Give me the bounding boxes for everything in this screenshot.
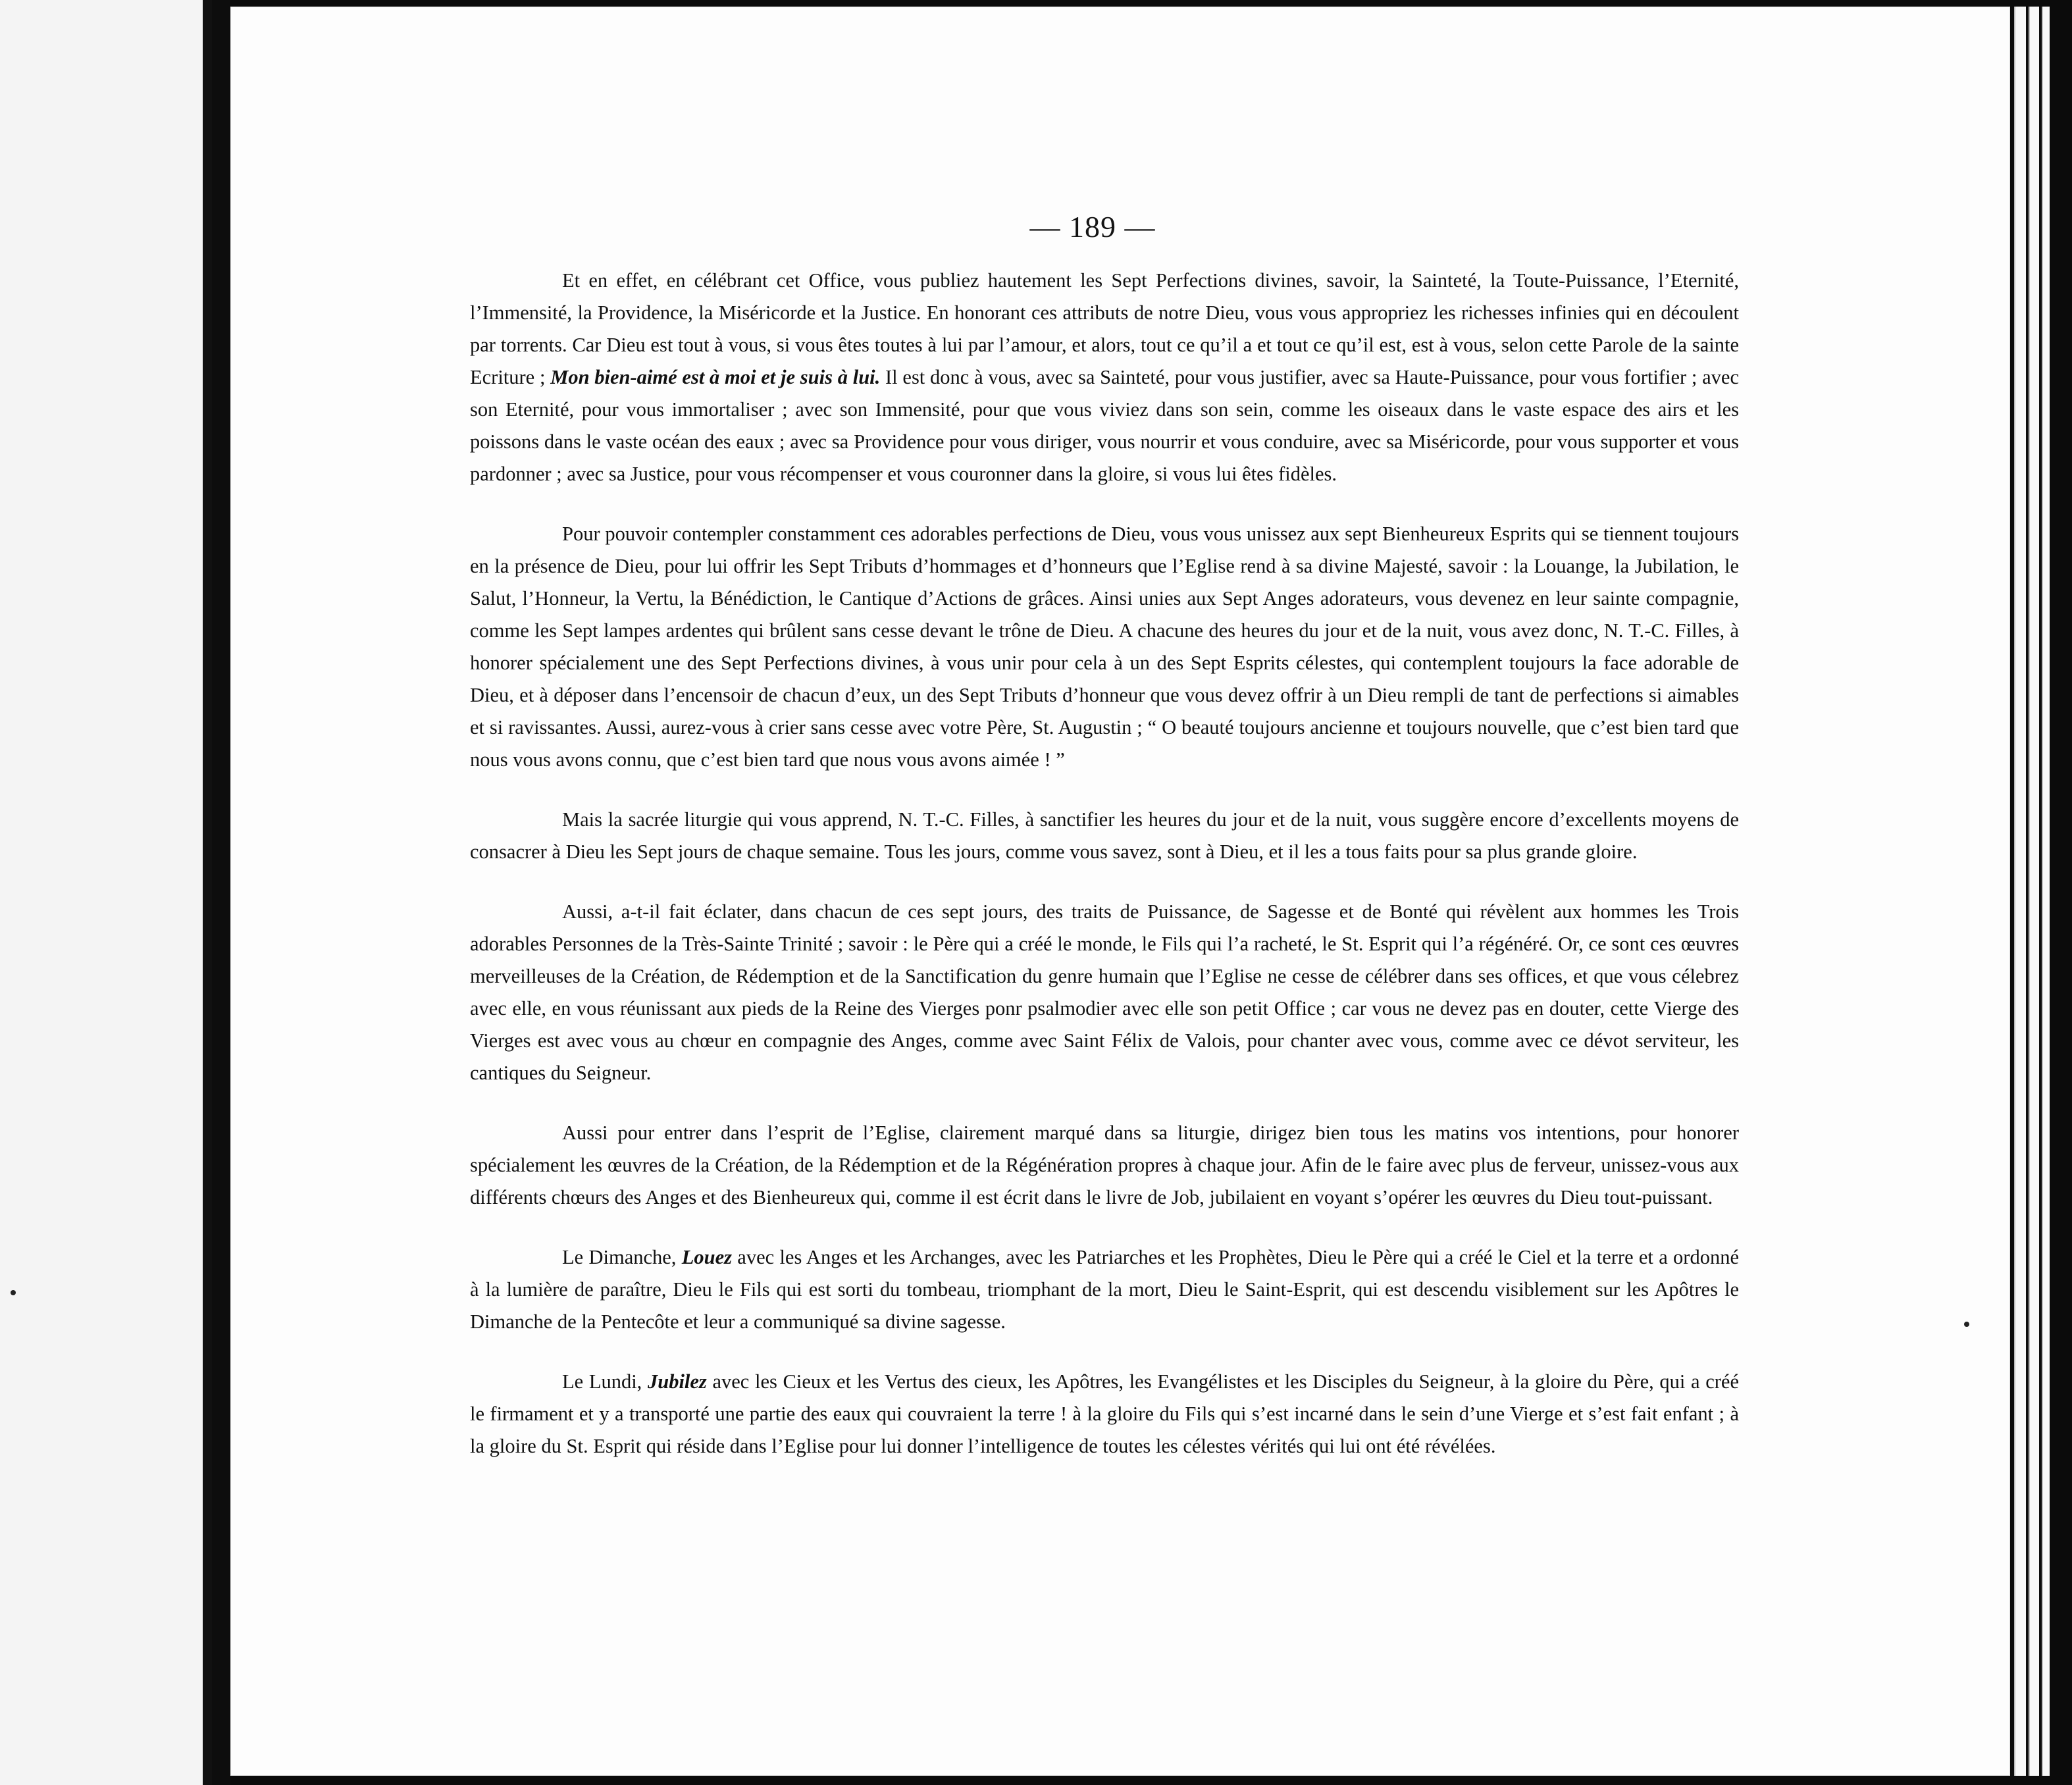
text-run: Aussi, a-t-il fait éclater, dans chacun de ces sept jours, des traits de Puissance, de Sagesse et de Bonté qui révèlent aux hommes les Trois adorables Personnes de la Très-Sainte Trinité ; savoir : le Père qui a créé le monde, le Fils qui l’a racheté, le St. Esprit qui l’a régénéré. Or, ce sont ces œuvres merveilleuses de la Création, de Rédemption et de la Sanctification du genre humain que l’Eglise ne cesse de célébrer dans ses offices, et que vous célebrez avec elle, en vous réunissant aux pieds de la Reine des Vierges ponr psalmodier avec elle son petit Office ; car vous ne devez pas en douter, cette Vierge des Vierges est avec vous au chœur en compagnie des Anges, comme avec Saint Félix de Valois, pour chanter avec vous, comme avec ce dévot serviteur, les cantiques du Seigneur.: [470, 900, 1739, 1084]
paragraph: [470, 518, 1739, 776]
emphasis-louez: Louez: [681, 1246, 732, 1268]
paragraph: [470, 896, 1739, 1089]
book-gutter: [203, 0, 212, 1785]
paragraph: [470, 1366, 1739, 1462]
text-run: Il est donc à vous, avec sa Sainteté, pour vous justifier, avec sa Haute-Puissance, pour vous fortifier ; avec son Eternité, pour vous immortaliser ; avec son Immensité, pour que vous viviez dans son sein, comme les oiseaux dans le vaste espace des airs et les poissons dans le vaste océan des eaux ; avec sa Providence pour vous diriger, vous nourrir et vous conduire, avec sa Miséricorde, pour vous supporter et vous pardonner ; avec sa Justice, pour vous récompenser et vous couronner dans la gloire, si vous lui êtes fidèles.: [470, 366, 1739, 485]
page-edge: [2042, 7, 2050, 1776]
gutter-shadow: [212, 0, 230, 1785]
text-run: avec les Anges et les Archanges, avec les Patriarches et les Prophètes, Dieu le Père qui a créé le Ciel et la terre et a ordonné à la lumière de paraître, Dieu le Fils qui est sorti du tombeau, triomphant de la mort, Dieu le Saint-Esprit, qui est descendu visiblement sur les Apôtres le Dimanche de la Pentecôte et leur a communiqué sa divine sagesse.: [470, 1246, 1739, 1333]
paragraph: [470, 1117, 1739, 1214]
paragraph: [470, 804, 1739, 868]
paragraph: [470, 265, 1739, 490]
scan-speck: [11, 1290, 16, 1295]
page-number: — 189 —: [1029, 210, 1156, 244]
scan-speck: [1964, 1322, 1969, 1327]
text-run: Mais la sacrée liturgie qui vous apprend, N. T.-C. Filles, à sanctifier les heures du jour et de la nuit, vous suggère encore d’excellents moyens de consacrer à Dieu les Sept jours de chaque semaine. Tous les jours, comme vous savez, sont à Dieu, et il les a tous faits pour sa plus grande gloire.: [470, 808, 1739, 863]
text-run: avec les Cieux et les Vertus des cieux, les Apôtres, les Evangélistes et les Disciples du Seigneur, à la gloire du Père, qui a créé le firmament et y a transporté une partie des eaux qui couvraient la terre ! à la gloire du Fils qui s’est incarné dans le sein d’une Vierge et s’est fait enfant ; à la gloire du St. Esprit qui réside dans l’Eglise pour lui donner l’intelligence de toutes les célestes vérités qui lui ont été révélées.: [470, 1370, 1739, 1457]
page-edge: [2014, 7, 2026, 1776]
emphasis-jubilez: Jubilez: [647, 1370, 707, 1393]
page-edge: [2029, 7, 2039, 1776]
text-run: Et en effet, en célébrant cet Office, vous publiez hautement les Sept Perfections divines, savoir, la Sainteté, la Toute-Puissance, l’Eternité, l’Immensité, la Providence, la Miséricorde et la Justice. En honorant ces attributs de notre Dieu, vous vous appropriez les richesses infinies qui en découlent par torrents. Car Dieu est tout à vous, si vous êtes toutes à lui par l’amour, et alors, tout ce qu’il a et tout ce qu’il est, est à vous, selon cette Parole de la sainte Ecriture ;: [470, 269, 1739, 388]
text-run: Pour pouvoir contempler constamment ces adorables perfections de Dieu, vous vous unissez aux sept Bienheureux Esprits qui se tiennent toujours en la présence de Dieu, pour lui offrir les Sept Tributs d’hommages et d’honneurs que l’Eglise rend à sa divine Majesté, savoir : la Louange, la Jubilation, le Salut, l’Honneur, la Vertu, la Bénédiction, le Cantique d’Actions de grâces. Ainsi unies aux Sept Anges adorateurs, vous devenez en leur sainte compagnie, comme les Sept lampes ardentes qui brûlent sans cesse devant le trône de Dieu. A chacune des heures du jour et de la nuit, vous avez donc, N. T.-C. Filles, à honorer spécialement une des Sept Perfections divines, à vous unir pour cela à un des Sept Esprits célestes, qui contemplent toujours la face adorable de Dieu, et à déposer dans l’encensoir de chacun d’eux, un des Sept Tributs d’honneur que vous devez offrir à un Dieu rempli de tant de perfections si aimables et si ravissantes. Aussi, aurez-vous à crier sans cesse avec votre Père, St. Augustin ; “ O beauté toujours ancienne et toujours nouvelle, que c’est bien tard que nous vous avons connu, que c’est bien tard que nous vous avons aimée ! ”: [470, 523, 1739, 771]
text-run: Aussi pour entrer dans l’esprit de l’Eglise, clairement marqué dans sa liturgie, dirigez bien tous les matins vos intentions, pour honorer spécialement les œuvres de la Création, de la Rédemption et de la Régénération propres à chaque jour. Afin de le faire avec plus de ferveur, unissez-vous aux différents chœurs des Anges et des Bienheureux qui, comme il est écrit dans le livre de Job, jubilaient en voyant s’opérer les œuvres du Dieu tout-puissant.: [470, 1122, 1739, 1208]
text-run: Le Lundi,: [562, 1370, 648, 1393]
left-adjacent-page: [0, 0, 203, 1785]
body-text: [470, 265, 1739, 1462]
paragraph: [470, 1241, 1739, 1338]
text-run: Le Dimanche,: [562, 1246, 682, 1268]
scripture-quote: Mon bien-aimé est à moi et je suis à lui.: [550, 366, 881, 388]
